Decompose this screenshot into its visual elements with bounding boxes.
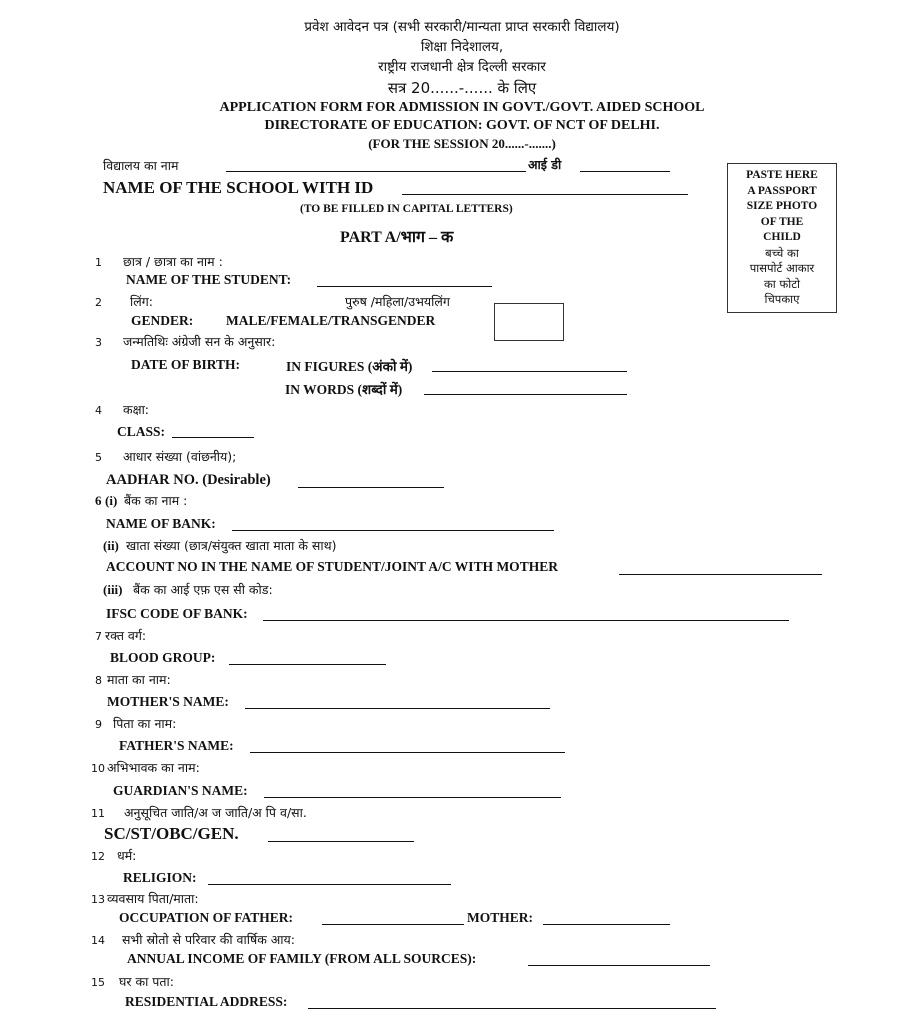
photo-en-line-1: PASTE HERE [746,169,818,181]
photo-paste-box[interactable] [727,163,837,313]
father-occupation-line[interactable] [322,924,464,925]
school-id-hindi-label: आई डी [528,157,562,172]
address-line[interactable] [308,1008,716,1009]
field-14-english-label: ANNUAL INCOME OF FAMILY (FROM ALL SOURCES): [127,951,477,966]
field-4-hindi-label: कक्षा: [123,402,150,417]
field-5-english-label: AADHAR NO. (Desirable) [106,472,271,488]
field-13-mother-label: MOTHER: [467,910,533,925]
field-7-hindi-label: रक्त वर्ग: [105,628,147,643]
field-4-number: 4 [95,404,102,417]
field-8-english-label: MOTHER'S NAME: [107,694,229,709]
field-7-english-label: BLOOD GROUP: [110,650,216,665]
school-name-english-line[interactable] [402,194,688,195]
header-english-directorate: DIRECTORATE OF EDUCATION: GOVT. OF NCT OF DELHI. [264,118,660,133]
field-12-number: 12 [91,850,105,863]
dob-words-line[interactable] [424,394,627,395]
photo-hi-line-4: चिपकाए [764,292,800,306]
field-6-i-label: (i) [105,493,118,508]
father-name-line[interactable] [250,752,565,753]
guardian-name-line[interactable] [264,797,561,798]
field-2-english-options: MALE/FEMALE/TRANSGENDER [226,313,436,328]
field-2-hindi-options: पुरुष /महिला/उभयलिंग [345,294,450,309]
mother-occupation-line[interactable] [543,924,670,925]
field-6-number: 6 [95,493,102,508]
field-13-hindi-label: व्यवसाय पिता/माता: [107,891,199,906]
field-1-hindi-label: छात्र / छात्रा का नाम : [123,254,223,269]
field-7-number: 7 [95,630,102,643]
field-3-english-label: DATE OF BIRTH: [131,357,241,372]
school-name-english-label: NAME OF THE SCHOOL WITH ID [103,178,374,197]
field-15-hindi-label: घर का पता: [119,974,174,989]
dob-figures-label: IN FIGURES (अंको में) [286,359,413,374]
field-8-hindi-label: माता का नाम: [107,672,171,687]
field-8-number: 8 [95,674,102,687]
school-name-hindi-line[interactable] [226,171,526,172]
student-name-line[interactable] [317,286,492,287]
photo-hi-line-2: पासपोर्ट आकार [749,261,815,275]
gender-entry-box[interactable] [494,303,564,341]
photo-en-line-2: A PASSPORT [747,184,817,197]
field-2-hindi-label: लिंग: [130,294,153,309]
field-10-english-label: GUARDIAN'S NAME: [113,783,248,798]
field-9-english-label: FATHER'S NAME: [119,738,234,753]
field-4-english-label: CLASS: [117,424,166,439]
field-5-number: 5 [95,451,102,464]
field-15-number: 15 [91,976,105,989]
field-14-hindi-label: सभी स्रोतो से परिवार की वार्षिक आय: [122,932,296,947]
capital-letters-note: (TO BE FILLED IN CAPITAL LETTERS) [300,203,513,215]
header-session-hindi: सत्र 20......-...... के लिए [387,79,537,97]
mother-name-line[interactable] [245,708,550,709]
field-11-hindi-label: अनुसूचित जाति/अ ज जाति/अ पि व/सा. [124,805,307,820]
field-2-english-label: GENDER: [131,313,194,328]
field-5-hindi-label: आधार संख्या (वांछनीय); [123,449,237,464]
field-6-ii-hindi-label: खाता संख्या (छात्र/संयुक्त खाता माता के साथ) [126,538,337,553]
religion-line[interactable] [208,884,451,885]
header-hindi-title: प्रवेश आवेदन पत्र (सभी सरकारी/मान्यता प्राप्त सरकारी विद्यालय) [304,19,620,35]
category-line[interactable] [268,841,414,842]
dob-figures-line[interactable] [432,371,627,372]
bank-name-line[interactable] [232,530,554,531]
field-6-iii-english-label: IFSC CODE OF BANK: [106,606,248,621]
field-1-english-label: NAME OF THE STUDENT: [126,272,292,287]
field-6-ii-english-label: ACCOUNT NO IN THE NAME OF STUDENT/JOINT A/C WITH MOTHER [106,559,558,574]
field-12-english-label: RELIGION: [123,870,197,885]
photo-en-line-5: CHILD [763,231,801,243]
field-12-hindi-label: धर्म: [117,848,137,863]
field-6-iii-hindi-label: बैंक का आई एफ़ एस सी कोड: [133,582,273,597]
field-6-ii-label: (ii) [103,538,119,553]
part-a-title: PART A/भाग – क [340,229,454,246]
header-english-session: (FOR THE SESSION 20......-.......) [368,136,556,151]
photo-hi-line-3: का फोटो [763,276,801,291]
field-1-number: 1 [95,256,102,269]
field-10-number: 10 [91,762,105,775]
field-6-i-hindi-label: बैंक का नाम : [124,493,188,508]
ifsc-line[interactable] [263,620,789,621]
header-hindi-government: राष्ट्रीय राजधानी क्षेत्र दिल्ली सरकार [378,59,546,75]
field-9-number: 9 [95,718,102,731]
blood-group-line[interactable] [229,664,386,665]
field-3-hindi-label: जन्मतिथिः अंग्रेजी सन के अनुसार: [123,334,276,349]
annual-income-line[interactable] [528,965,710,966]
header-hindi-directorate: शिक्षा निदेशालय, [420,39,504,55]
school-name-hindi-label: विद्यालय का नाम [103,158,179,173]
class-line[interactable] [172,437,254,438]
dob-words-label: IN WORDS (शब्दों में) [285,382,403,397]
photo-en-line-4: OF THE [760,215,804,228]
photo-hi-line-1: बच्चे का [765,245,799,260]
field-6-i-english-label: NAME OF BANK: [106,516,216,531]
field-14-number: 14 [91,934,105,947]
field-10-hindi-label: अभिभावक का नाम: [107,760,200,775]
account-no-line[interactable] [619,574,822,575]
field-11-number: 11 [91,807,105,820]
photo-en-line-3: SIZE PHOTO [746,200,818,212]
field-9-hindi-label: पिता का नाम: [113,716,177,731]
field-2-number: 2 [95,296,102,309]
field-3-number: 3 [95,336,102,349]
field-6-iii-label: (iii) [103,582,123,597]
field-13-english-label: OCCUPATION OF FATHER: [119,910,293,925]
school-id-line[interactable] [580,171,670,172]
field-11-english-label: SC/ST/OBC/GEN. [104,824,239,843]
field-13-number: 13 [91,893,105,906]
field-15-english-label: RESIDENTIAL ADDRESS: [125,994,288,1009]
header-english-title: APPLICATION FORM FOR ADMISSION IN GOVT./GOVT. AIDED SCHOOL [219,100,705,115]
aadhar-line[interactable] [298,487,444,488]
